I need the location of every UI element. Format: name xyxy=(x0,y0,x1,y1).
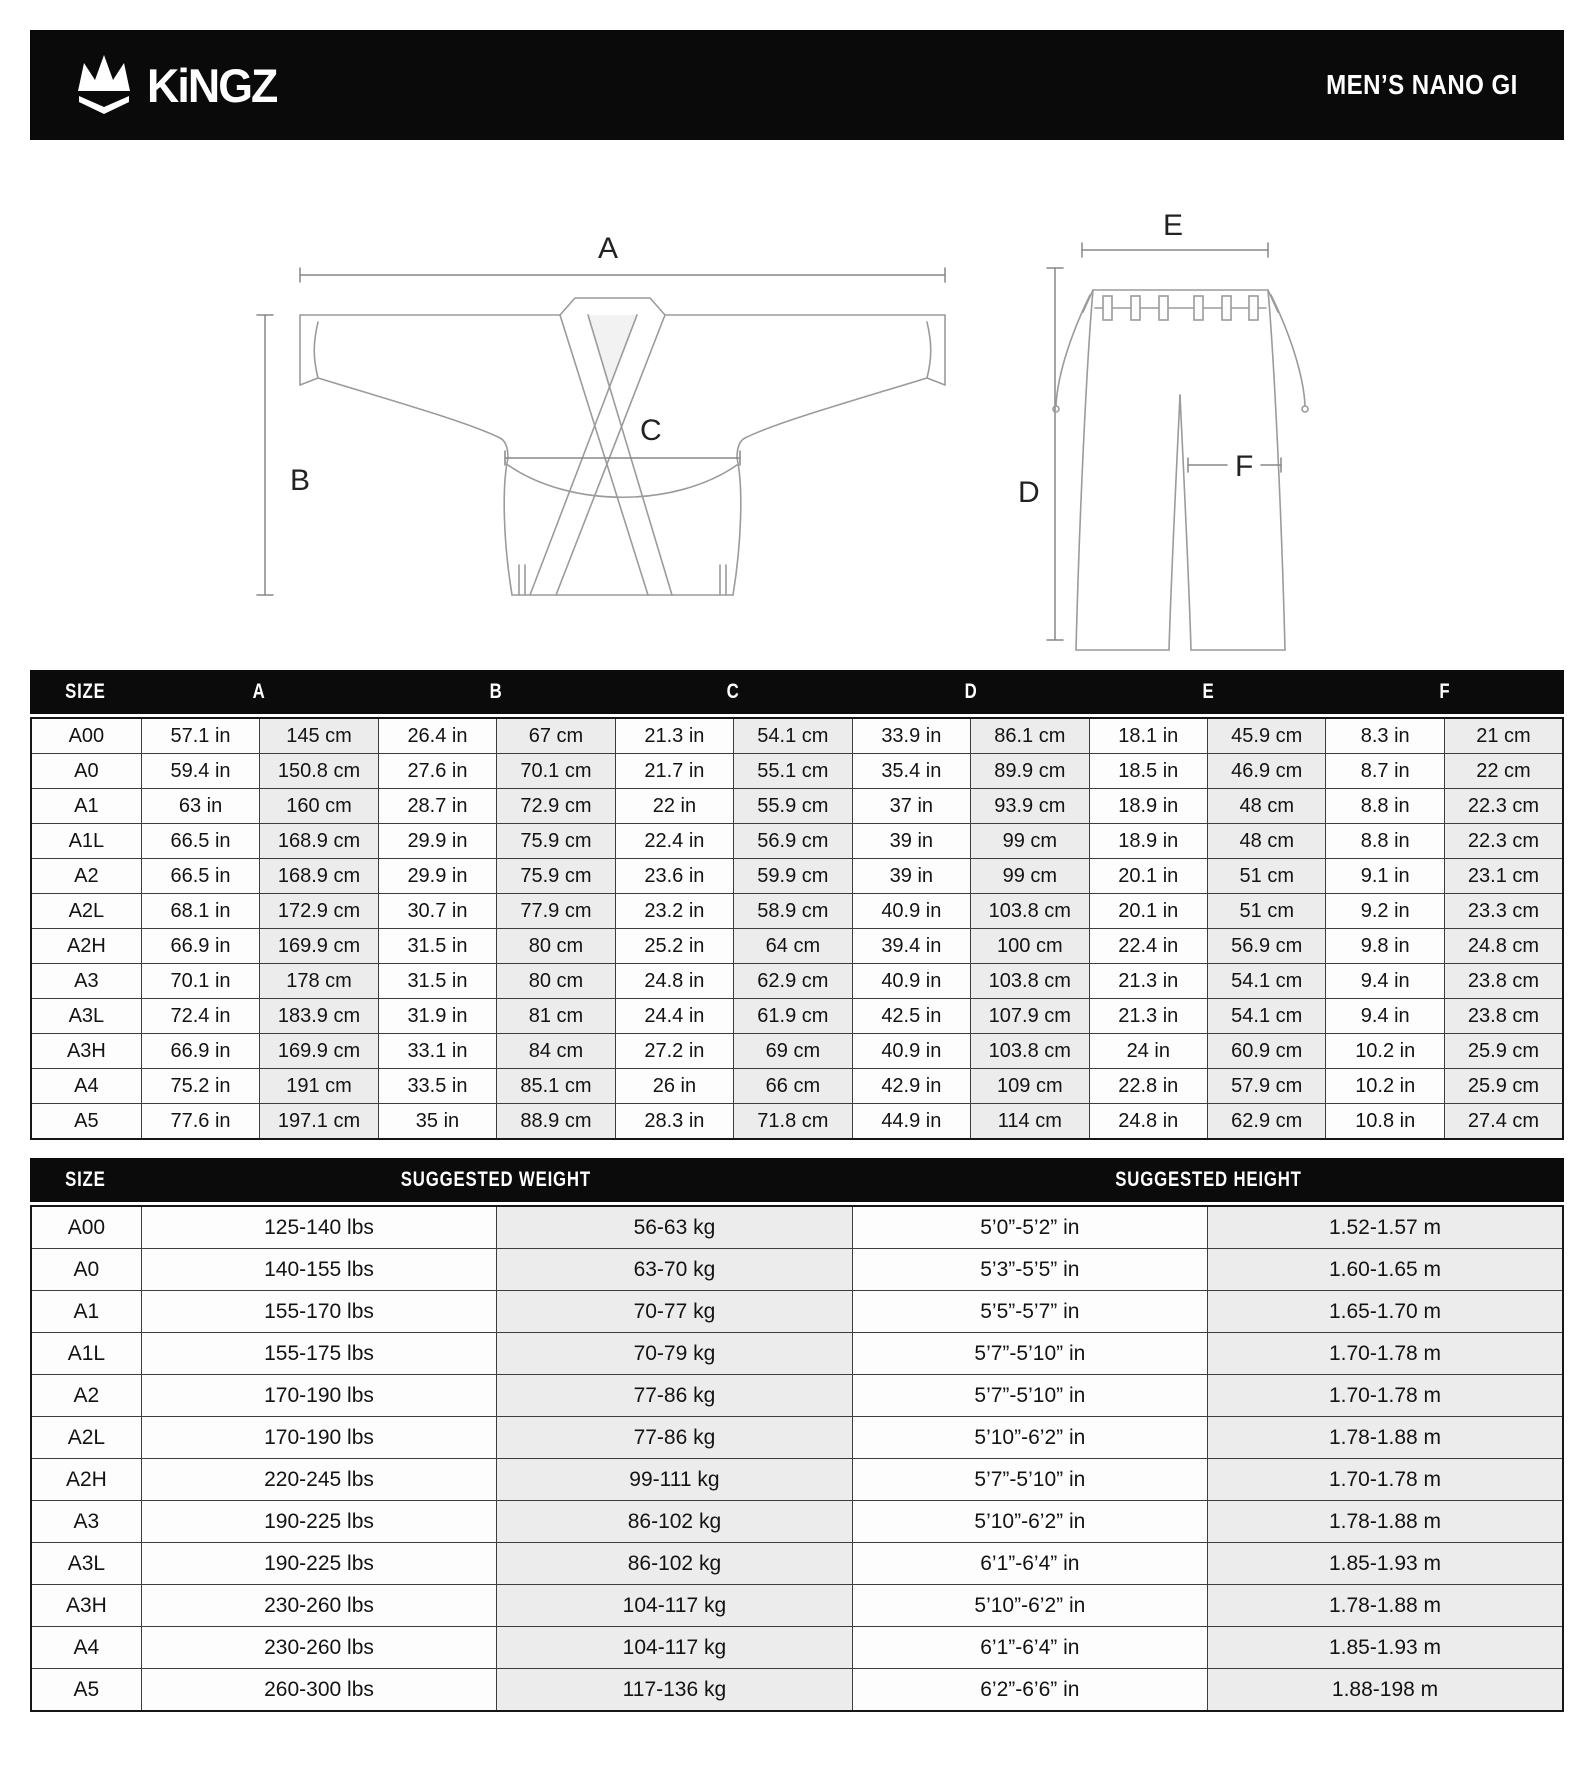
measure-cell-f-in: 9.1 in xyxy=(1326,859,1444,894)
measure-cell-b-cm: 80 cm xyxy=(497,964,615,999)
height-m-cell: 1.70-1.78 m xyxy=(1208,1375,1563,1417)
size-cell: A3H xyxy=(31,1585,141,1627)
measure-cell-d-cm: 103.8 cm xyxy=(971,1034,1089,1069)
measure-cell-b-in: 31.9 in xyxy=(378,999,496,1034)
weight-kg-cell: 63-70 kg xyxy=(497,1249,852,1291)
measure-cell-c-in: 28.3 in xyxy=(615,1104,733,1140)
weight-lbs-cell: 170-190 lbs xyxy=(141,1375,496,1417)
measure-cell-a-cm: 191 cm xyxy=(260,1069,378,1104)
weight-lbs-cell: 140-155 lbs xyxy=(141,1249,496,1291)
size-cell: A1L xyxy=(31,1333,141,1375)
page-title: MEN’S NANO GI xyxy=(1326,69,1518,100)
fit-table-row xyxy=(31,1543,1563,1585)
measure-cell-c-cm: 69 cm xyxy=(734,1034,852,1069)
measure-cell-b-cm: 88.9 cm xyxy=(497,1104,615,1140)
height-ftin-cell: 5’7”-5’10” in xyxy=(852,1333,1207,1375)
measure-cell-e-in: 22.4 in xyxy=(1089,929,1207,964)
size-cell: A0 xyxy=(31,754,141,789)
measure-cell-e-cm: 51 cm xyxy=(1208,894,1326,929)
height-ftin-cell: 5’0”-5’2” in xyxy=(852,1206,1207,1249)
measure-cell-a-cm: 150.8 cm xyxy=(260,754,378,789)
measure-cell-a-cm: 183.9 cm xyxy=(260,999,378,1034)
height-ftin-cell: 5’7”-5’10” in xyxy=(852,1375,1207,1417)
measure-cell-e-in: 18.1 in xyxy=(1089,718,1207,754)
measure-cell-d-in: 44.9 in xyxy=(852,1104,970,1140)
measure-cell-a-cm: 178 cm xyxy=(260,964,378,999)
measure-cell-a-in: 68.1 in xyxy=(141,894,259,929)
size-table-row xyxy=(31,929,1563,964)
size-table-row xyxy=(31,964,1563,999)
brand-bar xyxy=(30,30,1564,140)
size-table-row xyxy=(31,718,1563,754)
weight-kg-cell: 117-136 kg xyxy=(497,1669,852,1712)
measurement-diagrams xyxy=(0,140,1594,660)
measure-cell-e-cm: 51 cm xyxy=(1208,859,1326,894)
height-m-cell: 1.85-1.93 m xyxy=(1208,1627,1563,1669)
measure-cell-a-in: 66.9 in xyxy=(141,929,259,964)
size-cell: A3H xyxy=(31,1034,141,1069)
measure-cell-f-cm: 24.8 cm xyxy=(1444,929,1563,964)
measure-cell-d-cm: 99 cm xyxy=(971,859,1089,894)
weight-lbs-cell: 260-300 lbs xyxy=(141,1669,496,1712)
size-table-row xyxy=(31,894,1563,929)
measure-cell-e-in: 20.1 in xyxy=(1089,894,1207,929)
weight-kg-cell: 70-79 kg xyxy=(497,1333,852,1375)
size-cell: A3 xyxy=(31,964,141,999)
fit-table xyxy=(30,1205,1564,1712)
measure-cell-e-in: 20.1 in xyxy=(1089,859,1207,894)
weight-lbs-cell: 155-175 lbs xyxy=(141,1333,496,1375)
weight-lbs-cell: 170-190 lbs xyxy=(141,1417,496,1459)
measure-cell-c-cm: 54.1 cm xyxy=(734,718,852,754)
size-cell: A2 xyxy=(31,859,141,894)
measure-cell-e-cm: 56.9 cm xyxy=(1208,929,1326,964)
fit-table-row xyxy=(31,1333,1563,1375)
measure-cell-f-cm: 23.3 cm xyxy=(1444,894,1563,929)
measure-cell-c-cm: 55.1 cm xyxy=(734,754,852,789)
dim-column-header-e: E xyxy=(1202,680,1215,703)
height-ftin-cell: 6’1”-6’4” in xyxy=(852,1627,1207,1669)
size-table-section xyxy=(30,670,1564,1140)
measure-cell-d-in: 42.9 in xyxy=(852,1069,970,1104)
fit-table-row xyxy=(31,1417,1563,1459)
measure-cell-e-in: 22.8 in xyxy=(1089,1069,1207,1104)
measure-cell-a-cm: 160 cm xyxy=(260,789,378,824)
measure-cell-f-cm: 21 cm xyxy=(1444,718,1563,754)
measure-cell-f-cm: 23.8 cm xyxy=(1444,999,1563,1034)
size-table-row xyxy=(31,789,1563,824)
dim-column-header-d: D xyxy=(964,680,978,703)
measure-cell-f-cm: 23.1 cm xyxy=(1444,859,1563,894)
height-ftin-cell: 5’10”-6’2” in xyxy=(852,1501,1207,1543)
measure-cell-c-in: 24.4 in xyxy=(615,999,733,1034)
measure-cell-a-cm: 168.9 cm xyxy=(260,859,378,894)
measure-cell-b-cm: 85.1 cm xyxy=(497,1069,615,1104)
measure-cell-d-in: 40.9 in xyxy=(852,1034,970,1069)
size-cell: A4 xyxy=(31,1069,141,1104)
size-table xyxy=(30,717,1564,1140)
measure-cell-a-in: 59.4 in xyxy=(141,754,259,789)
weight-kg-cell: 77-86 kg xyxy=(497,1417,852,1459)
height-m-cell: 1.52-1.57 m xyxy=(1208,1206,1563,1249)
weight-lbs-cell: 230-260 lbs xyxy=(141,1585,496,1627)
weight-kg-cell: 86-102 kg xyxy=(497,1501,852,1543)
measure-cell-f-in: 10.8 in xyxy=(1326,1104,1444,1140)
measure-cell-b-in: 35 in xyxy=(378,1104,496,1140)
fit-table-row xyxy=(31,1501,1563,1543)
measure-cell-f-in: 8.8 in xyxy=(1326,789,1444,824)
measure-cell-e-in: 18.9 in xyxy=(1089,824,1207,859)
dim-column-header-a: A xyxy=(252,680,266,703)
fit-table-row xyxy=(31,1459,1563,1501)
measure-cell-b-in: 28.7 in xyxy=(378,789,496,824)
height-ftin-cell: 5’10”-6’2” in xyxy=(852,1585,1207,1627)
measure-cell-c-in: 23.6 in xyxy=(615,859,733,894)
measure-cell-b-cm: 67 cm xyxy=(497,718,615,754)
size-cell: A2L xyxy=(31,1417,141,1459)
measure-cell-b-in: 27.6 in xyxy=(378,754,496,789)
measure-cell-c-cm: 71.8 cm xyxy=(734,1104,852,1140)
measure-cell-c-in: 22.4 in xyxy=(615,824,733,859)
measure-cell-a-in: 72.4 in xyxy=(141,999,259,1034)
measure-cell-c-in: 27.2 in xyxy=(615,1034,733,1069)
size-cell: A00 xyxy=(31,718,141,754)
measure-cell-b-in: 29.9 in xyxy=(378,859,496,894)
size-table-row xyxy=(31,999,1563,1034)
measure-cell-f-in: 10.2 in xyxy=(1326,1069,1444,1104)
weight-kg-cell: 86-102 kg xyxy=(497,1543,852,1585)
fit-table-section xyxy=(30,1158,1564,1712)
height-ftin-cell: 5’5”-5’7” in xyxy=(852,1291,1207,1333)
measure-cell-f-cm: 22.3 cm xyxy=(1444,789,1563,824)
height-m-cell: 1.70-1.78 m xyxy=(1208,1333,1563,1375)
measure-cell-d-in: 40.9 in xyxy=(852,964,970,999)
measure-cell-a-cm: 169.9 cm xyxy=(260,929,378,964)
measure-cell-f-in: 9.4 in xyxy=(1326,999,1444,1034)
measure-cell-a-in: 77.6 in xyxy=(141,1104,259,1140)
measure-cell-f-cm: 23.8 cm xyxy=(1444,964,1563,999)
fit-table-row xyxy=(31,1249,1563,1291)
fit-table-row xyxy=(31,1206,1563,1249)
size-table-row xyxy=(31,824,1563,859)
size-table-row xyxy=(31,859,1563,894)
measure-cell-e-cm: 62.9 cm xyxy=(1208,1104,1326,1140)
height-ftin-cell: 6’1”-6’4” in xyxy=(852,1543,1207,1585)
weight-kg-cell: 104-117 kg xyxy=(497,1585,852,1627)
crown-icon xyxy=(76,55,132,115)
measure-cell-a-cm: 169.9 cm xyxy=(260,1034,378,1069)
suggested-height-header: SUGGESTED HEIGHT xyxy=(1114,1168,1302,1191)
size-table-row xyxy=(31,1069,1563,1104)
measure-cell-e-cm: 54.1 cm xyxy=(1208,964,1326,999)
size-table-header xyxy=(30,670,1564,714)
measure-cell-d-in: 39.4 in xyxy=(852,929,970,964)
measure-cell-f-cm: 27.4 cm xyxy=(1444,1104,1563,1140)
fit-table-row xyxy=(31,1669,1563,1712)
size-cell: A3 xyxy=(31,1501,141,1543)
measure-cell-c-cm: 56.9 cm xyxy=(734,824,852,859)
measure-cell-e-cm: 60.9 cm xyxy=(1208,1034,1326,1069)
weight-lbs-cell: 190-225 lbs xyxy=(141,1501,496,1543)
height-m-cell: 1.65-1.70 m xyxy=(1208,1291,1563,1333)
height-ftin-cell: 6’2”-6’6” in xyxy=(852,1669,1207,1712)
measure-cell-a-in: 75.2 in xyxy=(141,1069,259,1104)
measure-cell-d-in: 35.4 in xyxy=(852,754,970,789)
measure-cell-b-cm: 70.1 cm xyxy=(497,754,615,789)
fit-size-column-header: SIZE xyxy=(64,1168,106,1191)
measure-cell-f-cm: 22.3 cm xyxy=(1444,824,1563,859)
size-cell: A4 xyxy=(31,1627,141,1669)
weight-lbs-cell: 155-170 lbs xyxy=(141,1291,496,1333)
measure-cell-c-in: 22 in xyxy=(615,789,733,824)
measure-cell-d-cm: 99 cm xyxy=(971,824,1089,859)
measure-cell-c-in: 23.2 in xyxy=(615,894,733,929)
measure-cell-c-cm: 61.9 cm xyxy=(734,999,852,1034)
measure-cell-f-in: 9.4 in xyxy=(1326,964,1444,999)
measure-cell-d-cm: 109 cm xyxy=(971,1069,1089,1104)
measure-cell-c-in: 26 in xyxy=(615,1069,733,1104)
weight-kg-cell: 99-111 kg xyxy=(497,1459,852,1501)
measure-cell-b-cm: 72.9 cm xyxy=(497,789,615,824)
measure-cell-d-in: 42.5 in xyxy=(852,999,970,1034)
fit-table-row xyxy=(31,1585,1563,1627)
measure-cell-d-cm: 114 cm xyxy=(971,1104,1089,1140)
size-column-header: SIZE xyxy=(64,680,106,703)
measure-cell-f-in: 9.8 in xyxy=(1326,929,1444,964)
measure-cell-d-cm: 103.8 cm xyxy=(971,894,1089,929)
measure-cell-d-in: 33.9 in xyxy=(852,718,970,754)
height-ftin-cell: 5’10”-6’2” in xyxy=(852,1417,1207,1459)
measure-cell-b-cm: 84 cm xyxy=(497,1034,615,1069)
measure-cell-e-cm: 48 cm xyxy=(1208,824,1326,859)
height-m-cell: 1.88-198 m xyxy=(1208,1669,1563,1712)
measure-cell-c-in: 21.3 in xyxy=(615,718,733,754)
measure-cell-b-in: 33.5 in xyxy=(378,1069,496,1104)
measure-cell-e-in: 18.5 in xyxy=(1089,754,1207,789)
measure-cell-b-cm: 75.9 cm xyxy=(497,859,615,894)
measure-cell-b-in: 26.4 in xyxy=(378,718,496,754)
weight-lbs-cell: 220-245 lbs xyxy=(141,1459,496,1501)
measure-cell-d-cm: 93.9 cm xyxy=(971,789,1089,824)
size-cell: A2H xyxy=(31,929,141,964)
measure-cell-e-in: 21.3 in xyxy=(1089,999,1207,1034)
height-ftin-cell: 5’3”-5’5” in xyxy=(852,1249,1207,1291)
measure-cell-c-cm: 64 cm xyxy=(734,929,852,964)
height-m-cell: 1.85-1.93 m xyxy=(1208,1543,1563,1585)
size-cell: A1 xyxy=(31,1291,141,1333)
brand-wordmark: KiNGZ xyxy=(147,58,277,112)
weight-lbs-cell: 125-140 lbs xyxy=(141,1206,496,1249)
measure-cell-e-cm: 57.9 cm xyxy=(1208,1069,1326,1104)
measure-cell-e-cm: 46.9 cm xyxy=(1208,754,1326,789)
size-table-row xyxy=(31,1034,1563,1069)
fit-table-header xyxy=(30,1158,1564,1202)
dim-label-d: D xyxy=(1018,476,1040,509)
measure-cell-e-in: 24 in xyxy=(1089,1034,1207,1069)
measure-cell-c-in: 25.2 in xyxy=(615,929,733,964)
fit-table-row xyxy=(31,1375,1563,1417)
measure-cell-f-in: 9.2 in xyxy=(1326,894,1444,929)
height-m-cell: 1.78-1.88 m xyxy=(1208,1417,1563,1459)
measure-cell-f-cm: 25.9 cm xyxy=(1444,1034,1563,1069)
size-cell: A2 xyxy=(31,1375,141,1417)
measure-cell-a-in: 66.5 in xyxy=(141,859,259,894)
measure-cell-d-in: 39 in xyxy=(852,859,970,894)
measure-cell-b-cm: 75.9 cm xyxy=(497,824,615,859)
size-table-row xyxy=(31,1104,1563,1140)
measure-cell-d-in: 40.9 in xyxy=(852,894,970,929)
measure-cell-b-cm: 80 cm xyxy=(497,929,615,964)
measure-cell-c-in: 24.8 in xyxy=(615,964,733,999)
measure-cell-e-in: 24.8 in xyxy=(1089,1104,1207,1140)
measure-cell-a-in: 57.1 in xyxy=(141,718,259,754)
measure-cell-e-in: 18.9 in xyxy=(1089,789,1207,824)
dim-label-c: C xyxy=(640,414,662,447)
measure-cell-c-cm: 66 cm xyxy=(734,1069,852,1104)
size-cell: A5 xyxy=(31,1104,141,1140)
weight-lbs-cell: 230-260 lbs xyxy=(141,1627,496,1669)
measure-cell-a-in: 66.9 in xyxy=(141,1034,259,1069)
measure-cell-f-in: 8.8 in xyxy=(1326,824,1444,859)
measure-cell-b-cm: 77.9 cm xyxy=(497,894,615,929)
measure-cell-f-cm: 22 cm xyxy=(1444,754,1563,789)
measure-cell-f-in: 10.2 in xyxy=(1326,1034,1444,1069)
weight-kg-cell: 77-86 kg xyxy=(497,1375,852,1417)
measure-cell-d-in: 39 in xyxy=(852,824,970,859)
measure-cell-d-cm: 89.9 cm xyxy=(971,754,1089,789)
measure-cell-d-in: 37 in xyxy=(852,789,970,824)
weight-lbs-cell: 190-225 lbs xyxy=(141,1543,496,1585)
measure-cell-a-cm: 168.9 cm xyxy=(260,824,378,859)
dim-label-b: B xyxy=(290,464,311,497)
weight-kg-cell: 56-63 kg xyxy=(497,1206,852,1249)
measure-cell-a-cm: 172.9 cm xyxy=(260,894,378,929)
measure-cell-c-cm: 55.9 cm xyxy=(734,789,852,824)
size-cell: A2H xyxy=(31,1459,141,1501)
measure-cell-e-cm: 48 cm xyxy=(1208,789,1326,824)
height-m-cell: 1.78-1.88 m xyxy=(1208,1501,1563,1543)
measure-cell-c-cm: 62.9 cm xyxy=(734,964,852,999)
fit-table-row xyxy=(31,1291,1563,1333)
measure-cell-f-in: 8.3 in xyxy=(1326,718,1444,754)
size-cell: A1 xyxy=(31,789,141,824)
height-m-cell: 1.70-1.78 m xyxy=(1208,1459,1563,1501)
measure-cell-c-cm: 59.9 cm xyxy=(734,859,852,894)
height-m-cell: 1.60-1.65 m xyxy=(1208,1249,1563,1291)
dim-column-header-b: B xyxy=(489,680,503,703)
measure-cell-d-cm: 86.1 cm xyxy=(971,718,1089,754)
dim-label-a: A xyxy=(598,232,619,265)
height-ftin-cell: 5’7”-5’10” in xyxy=(852,1459,1207,1501)
measure-cell-b-in: 31.5 in xyxy=(378,929,496,964)
weight-kg-cell: 104-117 kg xyxy=(497,1627,852,1669)
dim-column-header-c: C xyxy=(727,680,741,703)
measure-cell-b-in: 30.7 in xyxy=(378,894,496,929)
measure-cell-b-cm: 81 cm xyxy=(497,999,615,1034)
size-table-row xyxy=(31,754,1563,789)
gi-pants-diagram xyxy=(1018,209,1308,650)
gi-jacket-diagram xyxy=(257,232,945,595)
measure-cell-a-in: 66.5 in xyxy=(141,824,259,859)
height-m-cell: 1.78-1.88 m xyxy=(1208,1585,1563,1627)
fit-table-row xyxy=(31,1627,1563,1669)
measure-cell-a-cm: 197.1 cm xyxy=(260,1104,378,1140)
measure-cell-b-in: 33.1 in xyxy=(378,1034,496,1069)
size-cell: A0 xyxy=(31,1249,141,1291)
measure-cell-e-cm: 54.1 cm xyxy=(1208,999,1326,1034)
size-cell: A3L xyxy=(31,1543,141,1585)
measure-cell-d-cm: 100 cm xyxy=(971,929,1089,964)
measure-cell-a-in: 70.1 in xyxy=(141,964,259,999)
dim-label-f: F xyxy=(1235,450,1254,483)
measure-cell-a-in: 63 in xyxy=(141,789,259,824)
measure-cell-c-cm: 58.9 cm xyxy=(734,894,852,929)
size-cell: A2L xyxy=(31,894,141,929)
dim-label-e: E xyxy=(1163,209,1184,242)
size-cell: A3L xyxy=(31,999,141,1034)
measure-cell-e-cm: 45.9 cm xyxy=(1208,718,1326,754)
size-cell: A5 xyxy=(31,1669,141,1712)
measure-cell-f-cm: 25.9 cm xyxy=(1444,1069,1563,1104)
measure-cell-c-in: 21.7 in xyxy=(615,754,733,789)
size-cell: A1L xyxy=(31,824,141,859)
measure-cell-b-in: 31.5 in xyxy=(378,964,496,999)
size-cell: A00 xyxy=(31,1206,141,1249)
measure-cell-a-cm: 145 cm xyxy=(260,718,378,754)
measure-cell-d-cm: 103.8 cm xyxy=(971,964,1089,999)
suggested-weight-header: SUGGESTED WEIGHT xyxy=(401,1168,592,1191)
brand-logo xyxy=(76,55,283,115)
dim-column-header-f: F xyxy=(1439,680,1451,703)
measure-cell-d-cm: 107.9 cm xyxy=(971,999,1089,1034)
measure-cell-f-in: 8.7 in xyxy=(1326,754,1444,789)
measure-cell-e-in: 21.3 in xyxy=(1089,964,1207,999)
measure-cell-b-in: 29.9 in xyxy=(378,824,496,859)
weight-kg-cell: 70-77 kg xyxy=(497,1291,852,1333)
